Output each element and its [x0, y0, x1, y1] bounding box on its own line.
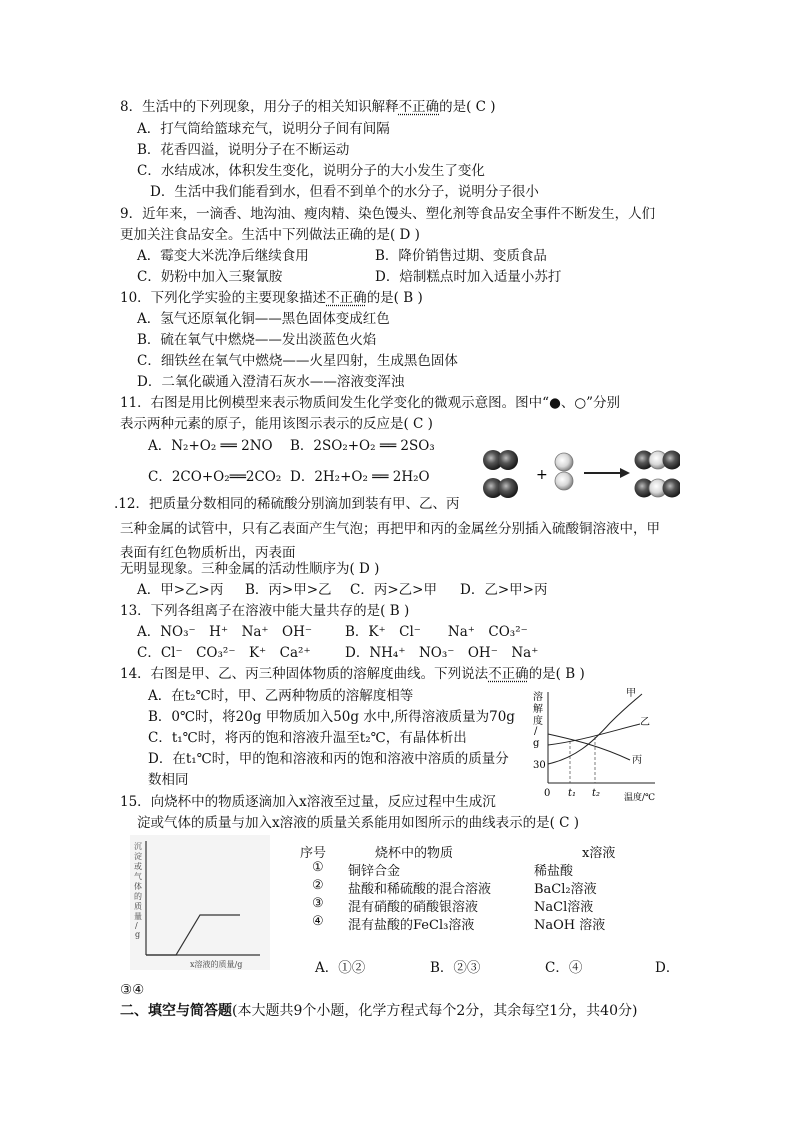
x-axis-label: x溶液的质量/g: [190, 960, 243, 969]
q8-option-b: B．花香四溢，说明分子在不断运动: [137, 142, 350, 158]
q9-option-c: C．奶粉中加入三聚氰胺: [137, 269, 283, 285]
reactant-molecule-1: [483, 450, 518, 470]
ylabel-char-10: g: [135, 930, 141, 939]
q9-stem-line1: 9．近年来，一滴香、地沟油、瘦肉精、染色馒头、塑化剂等食品安全事件不断发生，人们: [120, 206, 656, 222]
q15-stem-line1: 15．向烧杯中的物质逐滴加入x溶液至过量，反应过程中生成沉: [120, 794, 496, 810]
q15-option-a: A．①②: [315, 960, 366, 976]
q8-stem: 8．生活中的下列现象，用分子的相关知识解释不正确的是( C ): [120, 99, 496, 115]
q11-option-b: B．2SO₂+O₂ ══ 2SO₃: [290, 438, 435, 454]
q13-option-c: C．Cl⁻ CO₃²⁻ K⁺ Ca²⁺: [137, 645, 311, 661]
q8-option-c: C．水结成冰，体积发生变化，说明分子的大小发生了变化: [137, 163, 485, 179]
q14-option-c: C．t₁℃时，将丙的饱和溶液升温至t₂℃，有晶体析出: [148, 730, 467, 746]
curve-bing: [548, 734, 630, 760]
x-axis-label: 温度/℃: [624, 793, 656, 803]
q10-option-d: D．二氧化碳通入澄清石灰水——溶液变浑浊: [137, 374, 405, 390]
product-molecule-2: [635, 479, 681, 498]
q10-option-c: C．细铁丝在氧气中燃烧——火星四射，生成黑色固体: [137, 353, 458, 369]
q15-option-d-continued: ③④: [120, 982, 145, 998]
q9-stem-line2: 更加关注食品安全。生活中下列做法正确的是( D ): [120, 227, 420, 243]
q15-option-d: D．: [655, 960, 680, 976]
q12-option-b: B．丙>甲>乙: [245, 582, 332, 598]
plus-sign: +: [536, 467, 548, 483]
t1-label: t₁: [568, 788, 577, 799]
q14-stem: 14．右图是甲、乙、丙三种固体物质的溶解度曲线。下列说法不正确的是( B ): [120, 666, 585, 682]
ylabel-char-3: 或: [134, 862, 142, 871]
q11-option-a: A．N₂+O₂ ══ 2NO: [148, 438, 273, 454]
ylabel-char-2: 淀: [134, 852, 142, 861]
table-cell-x: NaCl溶液: [534, 900, 594, 915]
reactant-molecule-3: [555, 453, 573, 490]
reaction-arrow: [584, 468, 630, 478]
table-header-beaker: 烧杯中的物质: [375, 846, 454, 861]
t2-label: t₂: [592, 788, 601, 799]
q14-option-b: B．0℃时，将20g 甲物质加入50g 水中,所得溶液质量为70g: [148, 709, 515, 725]
table-cell-index: ②: [312, 878, 324, 893]
table-cell-beaker: 混有硝酸的硝酸银溶液: [348, 900, 479, 915]
table-cell-x: 稀盐酸: [534, 864, 574, 879]
ylabel-char-3: 度: [533, 716, 543, 727]
q12-stem-line4: 无明显现象。三种金属的活动性顺序为( D ): [120, 561, 380, 577]
q14-option-a: A．在t₂℃时，甲、乙两种物质的溶解度相等: [148, 688, 414, 704]
q11-option-d: D．2H₂+O₂ ══ 2H₂O: [290, 469, 430, 485]
q9-option-d: D．焙制糕点时加入适量小苏打: [375, 269, 562, 285]
q11-molecule-diagram: [480, 445, 680, 503]
ylabel-char-5: g: [533, 738, 540, 749]
q10-option-a: A．氢气还原氧化铜——黑色固体变成红色: [137, 311, 390, 327]
ylabel-char-7: 质: [134, 902, 142, 911]
q15-stem-line2: 淀或气体的质量与加入x溶液的质量关系能用如图所示的曲线表示的是( C ): [137, 815, 580, 831]
table-cell-beaker: 铜锌合金: [348, 864, 401, 879]
q12-option-d: D．乙>甲>丙: [460, 582, 548, 598]
reactant-molecule-2: [483, 478, 518, 498]
table-header-index: 序号: [300, 846, 327, 861]
q14-option-d-line1: D．在t₁℃时，甲的饱和溶液和丙的饱和溶液中溶质的质量分: [148, 751, 509, 767]
curve-yi: [548, 724, 640, 745]
q13-option-b: B．K⁺ Cl⁻ Na⁺ CO₃²⁻: [345, 624, 528, 640]
q12-stem-line1: .12．把质量分数相同的稀硫酸分别滴加到装有甲、乙、丙: [114, 496, 460, 512]
ylabel-char-1: 溶: [533, 692, 543, 703]
y-tick-30: 30: [533, 760, 546, 771]
ylabel-char-6: 的: [134, 892, 142, 901]
q12-option-c: C．丙>乙>甲: [350, 582, 437, 598]
label-yi: 乙: [640, 717, 650, 728]
ylabel-char-5: 体: [134, 882, 142, 891]
table-cell-x: NaOH 溶液: [534, 918, 606, 933]
q15-precipitate-graph: [130, 835, 270, 970]
table-cell-beaker: 混有盐酸的FeCl₃溶液: [348, 918, 475, 933]
q10-stem: 10．下列化学实验的主要现象描述不正确的是( B ): [120, 290, 423, 306]
q13-stem: 13．下列各组离子在溶液中能大量共存的是( B ): [120, 603, 410, 619]
ylabel-char-9: /: [135, 921, 138, 930]
ylabel-char-1: 沉: [134, 842, 142, 851]
ylabel-char-8: 量: [134, 912, 142, 921]
label-bing: 丙: [632, 755, 642, 766]
section2-heading: 二、填空与简答题(本大题共9个小题，化学方程式每个2分，其余每空1分，共40分): [120, 1003, 638, 1019]
q15-option-b: B．②③: [430, 960, 481, 976]
q8-option-d: D．生活中我们能看到水，但看不到单个的水分子，说明分子很小: [150, 184, 539, 200]
q9-option-b: B．降价销售过期、变质食品: [375, 248, 547, 264]
table-cell-index: ④: [312, 914, 324, 929]
table-cell-index: ①: [312, 860, 324, 875]
table-cell-x: BaCl₂溶液: [534, 882, 597, 897]
origin-label: 0: [544, 788, 551, 799]
q12-option-a: A．甲>乙>丙: [137, 582, 224, 598]
ylabel-char-2: 解: [533, 704, 543, 715]
table-cell-index: ③: [312, 896, 324, 911]
q12-stem-line2: 三种金属的试管中，只有乙表面产生气泡；再把甲和丙的金属丝分别插入硫酸铜溶液中，甲: [120, 521, 660, 537]
q11-option-c: C．2CO+O₂══2CO₂: [148, 469, 282, 485]
q11-stem-line1: 11．右图是用比例模型来表示物质间发生化学变化的微观示意图。图中“●、○”分别: [120, 395, 621, 411]
q12-stem-line3: 表面有红色物质析出，丙表面: [120, 545, 296, 561]
q9-option-a: A．霉变大米洗净后继续食用: [137, 248, 309, 264]
y-axis-label: [533, 690, 543, 749]
q15-table: [300, 842, 680, 942]
ylabel-char-4: /: [534, 726, 538, 737]
q14-solubility-graph: [530, 688, 680, 803]
q14-option-d-line2: 数相同: [148, 772, 189, 788]
q13-option-d: D．NH₄⁺ NO₃⁻ OH⁻ Na⁺: [345, 645, 539, 661]
label-jia: 甲: [626, 688, 636, 699]
ylabel-char-4: 气: [134, 872, 142, 881]
product-molecule-1: [635, 451, 681, 470]
table-header-x: x溶液: [582, 846, 616, 861]
table-cell-beaker: 盐酸和稀硫酸的混合溶液: [348, 882, 492, 897]
graph-background: [130, 835, 270, 970]
q11-stem-line2: 表示两种元素的原子，能用该图示表示的反应是( C ): [120, 416, 433, 432]
q8-option-a: A．打气筒给篮球充气，说明分子间有间隔: [137, 121, 390, 137]
q13-option-a: A．NO₃⁻ H⁺ Na⁺ OH⁻: [137, 624, 313, 640]
q10-option-b: B．硫在氧气中燃烧——发出淡蓝色火焰: [137, 332, 377, 348]
q15-option-c: C．④: [545, 960, 583, 976]
